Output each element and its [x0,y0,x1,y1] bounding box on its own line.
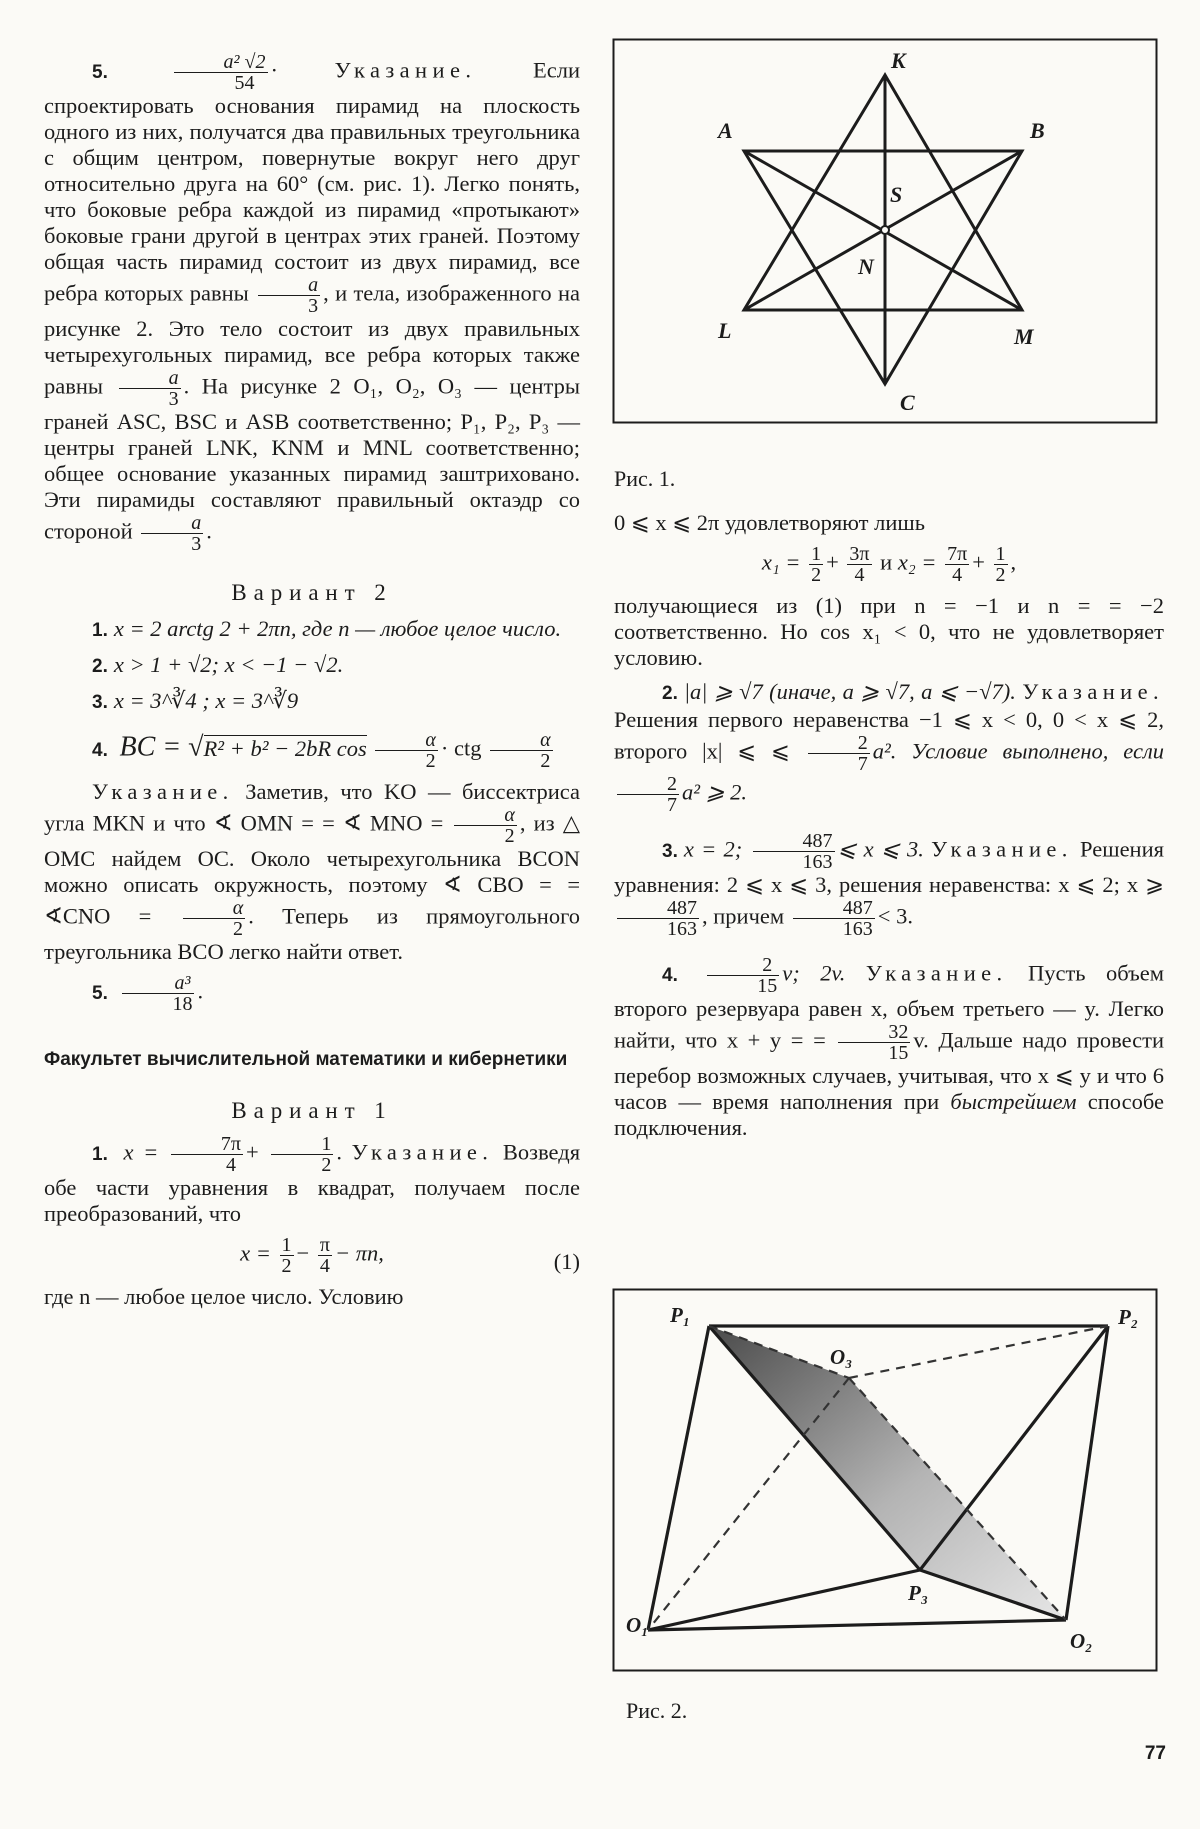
vertex-label: L [718,318,732,343]
vertex-label: O₁ [626,1613,649,1637]
text: , и тела, изображенного на рисунке 2. Это тело состоит из двух правильных четырехугольных пирамид, все ребра которых также равны [44,280,581,399]
answer-5: 5. $\frac{\text{a² √2}}{54}$ · Указание. Если спроектировать основания пирамид на плоскость одного из них, получатся два правильных треугольника с общим центром, повернутые вокруг него друг относительно друга на 60° (см. рис. 1). Легко понять, что боковые ребра каждой из пирамид «протыкают» боковые грани другой в центрах этих граней. Поэтому общая часть пирамид состоит из двух пирамид, все ребра которых равны $\frac{a}{3}$ , и тела, изображенного на рисунке 2. Это тело состоит из двух правильных четырехугольных пирамид, все ребра которых также равны $\frac{a}{3}$ . На рисунке 2 O₁, O₂, O₃ — центры граней ASC, BSC и ASB соответственно; P₁, P₂, P₃ — центры граней LNK, KNM и MNL соответственно; общее основание указанных пирамид заштриховано. Эти пирамиды составляют правильный октаэдр со стороной $\frac{a}{3}$ . [44,51,581,555]
answer-2: 2. x > 1 + √2; x < −1 − √2. [92,652,344,677]
fraction: $\frac{2}{7}$ [808,733,870,774]
fraction: $\frac{487}{163}$ [793,898,875,939]
fraction: $\frac{1}{2}$ [995,543,1006,586]
vertex-label: P₂ [1118,1305,1139,1329]
item-number: 5. [92,61,108,83]
text: Если спроектировать основания пирамид на плоскость одного из них, получатся два правильных треугольника с общим центром, повернутые вокруг него друг относительно друга на 60° [44,57,581,196]
vertex-label: C [900,390,915,415]
vertex-label: K [891,48,906,73]
figure-2-caption: Рис. 2. [626,1698,688,1723]
variant-heading: Вариант 2 [231,580,393,605]
figure-2-solid [612,1288,1158,1672]
fraction: $\frac{1}{2}$ [281,1234,292,1277]
answer-2-right: 2. |a| ⩾ √7 (иначе, a ⩾ √7, a ⩽ −√7). Указание. Решения первого неравенства −1 ⩽ x < 0, 0 < x ⩽ 2, второго |x| ⩽ ⩽ $\frac{2}{7}$ a². Условие выполнено, если $\frac{2}{7}$ a² ⩾ 2. [614,679,1165,816]
answer-1-variant1: 1. x = $\frac{7\pi}{4}$ + $\frac{1}{2}$ . Указание. Возведя обе части уравнения в квадрат, получаем после преобразований, что [44,1133,581,1226]
answer-5-variant2: 5. $\frac{\text{a³}}{18}$ . [92,972,204,1015]
fraction: $\frac{487}{163}$ [617,898,699,939]
fraction: $\frac{\text{a² √2}}{54}$ [174,52,268,93]
answer-3: 3. x = 3^∛4 ; x = 3^∛9 [92,688,299,713]
text: . На рисунке 2 O₁, O₂, O₃ — центры граней ASC, BSC и ASB соответственно; P₁, P₂, P₃ — центры граней LNK, KNM и MNL соответственно; общее основание указанных пирамид заштриховано. Эти пирамиды составляют правильный октаэдр со стороной [44,373,581,544]
fraction: $\frac{7\pi}{4}$ [947,543,968,586]
text: 0 ⩽ x ⩽ 2π удовлетворяют лишь [614,510,925,535]
right-column [614,510,1164,1141]
fraction: $\frac{a}{3}$ [258,275,320,316]
fraction: $\frac{32}{15}$ [838,1022,910,1063]
answer-4: 4. BC = √R² + b² − 2bR cos $\frac{\alpha}{2}$ · ctg $\frac{\alpha}{2}$ [92,729,551,772]
vertex-label: N [858,254,874,279]
fraction: $\frac{2}{15}$ [707,955,779,996]
fraction: $\frac{\alpha}{2}$ [454,805,517,846]
answer-4-right: 4. $\frac{2}{15}$ v; 2v. Указание. Пусть объем второго резервуара равен x, объем третьего — y. Легко найти, что x + y = = $\frac{32}{15}$ v. Дальше надо провести перебор возможных случаев, учитывая, что x ⩽ y и что 6 часов — время наполнения при быстрейшем способе подключения. [614,954,1165,1140]
vertex-label: O₂ [1070,1629,1093,1653]
fraction: $\frac{\alpha}{2}$ [490,730,553,771]
fraction: $\frac{487}{163}$ [753,831,835,872]
hint-label: Указание. [334,57,477,83]
faculty-heading: Факультет вычислительной математики и кибернетики [44,1049,568,1070]
fraction: $\frac{\alpha}{2}$ [183,898,246,939]
text: где n — любое целое число. Условию [44,1284,404,1309]
vertex-label: B [1030,118,1045,143]
vertex-label: M [1014,324,1034,349]
roots-line: x₁ = $\frac{1}{2}$ + $\frac{3\pi}{4}$ и x₂ = $\frac{7\pi}{4}$ + $\frac{1}{2}$ , [761,543,1017,586]
vertex-label: P₁ [670,1303,691,1327]
left-column [44,52,580,1310]
answer-1: 1. x = 2 arctg 2 + 2πn, где n — любое целое число. [92,616,562,641]
fraction: $\frac{3\pi}{4}$ [849,543,870,586]
fraction: $\frac{\alpha}{2}$ [375,730,438,771]
fraction: $\frac{\pi}{4}$ [319,1234,330,1277]
vertex-label: S [890,182,903,207]
figure-1-star [612,38,1158,424]
equation-label: (1) [553,1249,580,1274]
vertex-label: P₃ [908,1581,929,1605]
fraction: $\frac{a}{3}$ [119,368,181,409]
answer-3-right: 3. x = 2; $\frac{487}{163}$ ⩽ x ⩽ 3. Указание. Решения уравнения: 2 ⩽ x ⩽ 3, решения неравенства: x ⩽ 2; x ⩾ $\frac{487}{163}$ , причем $\frac{487}{163}$ < 3. [614,830,1164,940]
fraction: $\frac{2}{7}$ [617,774,679,815]
fraction: $\frac{1}{2}$ [811,543,822,586]
text: получающиеся из (1) при n = −1 и n = = −2 соответственно. Но cos x₁ < 0, что не удовлетворяет условию. [614,593,1164,670]
variant-heading: Вариант 1 [231,1098,393,1123]
fraction: $\frac{7\pi}{4}$ [171,1134,243,1175]
equation-1: x = $\frac{1}{2}$ − $\frac{\pi}{4}$ − πn, (1) [240,1234,580,1277]
page-number: 77 [1144,1743,1166,1764]
fraction: $\frac{\text{a³}}{18}$ [122,973,194,1014]
vertex-label: O₃ [830,1345,853,1369]
figure-1-caption: Рис. 1. [614,466,676,491]
fraction: $\frac{1}{2}$ [271,1134,333,1175]
answer-4-hint: Указание. Заметив, что KO — биссектриса угла MKN и что ∢ OMN = = ∢ MNO = $\frac{\alpha}{2}$ , из △ OMC найдем OC. Около четырехугольника BCON можно описать окружность, поэтому ∢ CBO = = ∢CNO = $\frac{\alpha}{2}$ . Теперь из прямоугольного треугольника BCO легко найти ответ. [44,779,581,964]
text: (см. рис. 1). Легко понять, что боковые ребра каждой из пирамид «протыкают» боковые грани другой в центрах этих граней. Поэтому общая часть пирамид состоит из двух пирамид, все ребра которых равны [44,171,581,306]
fraction: $\frac{a}{3}$ [141,513,203,554]
vertex-label: A [718,118,733,143]
